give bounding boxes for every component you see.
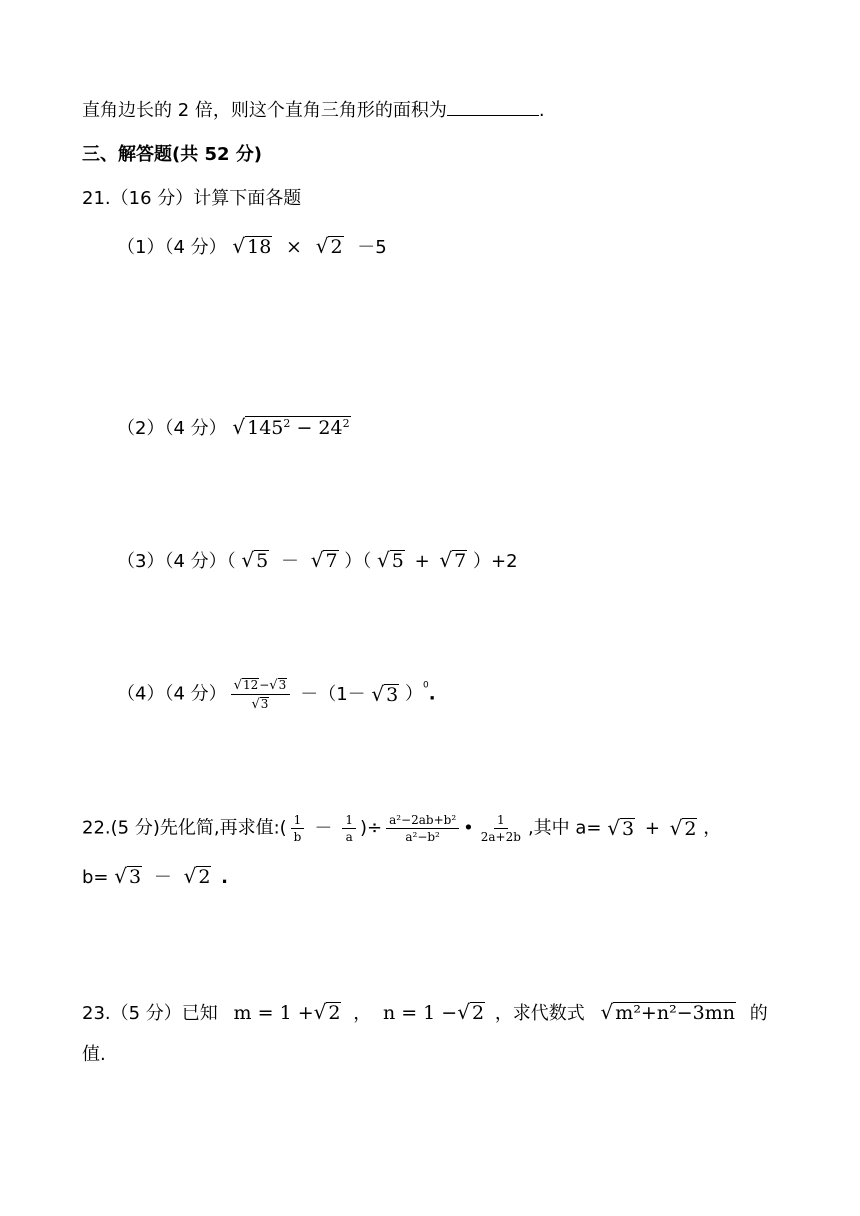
frac-1-a: $\frac{1}{a}$ (342, 814, 356, 843)
q23-line2: 值. (82, 1044, 106, 1065)
q21-part1 (117, 236, 387, 258)
sqrt-2: √ 2 (315, 234, 343, 258)
q22-line1: 22.(5 分)先化简,再求值:( $\frac{1}{b}$ － $\frac{1}{a}$ )÷ $\frac{\text{a²−2ab+b²}}{\text{a²−b²}}$ • $\frac{1}{2a+2b}$ ,其中 a= √ 3 + √ 2 ， (82, 813, 722, 844)
section-title: 三、解答题(共 52 分) (82, 144, 263, 165)
sqrt-5b: √ 5 (377, 548, 404, 572)
frac-1-2a2b: $\frac{1}{2a+2b}$ (480, 813, 521, 844)
top-line-end: . (538, 100, 545, 121)
sqrt-7b: √ 7 (439, 548, 467, 572)
sqrt-7: √ 7 (310, 548, 338, 572)
sqrt-5: √ 5 (241, 548, 269, 572)
q21-p3-label: （3）（4 分） (117, 551, 227, 572)
q23-line1: 23.（5 分）已知 m = 1 +√ 2 ， n = 1 −√ 2 ，求代数式 √ m²+n²−3mn 的 (82, 1000, 768, 1024)
m-sqrt-2: √ 2 (313, 1000, 341, 1024)
top-line-text: 直角边长的 2 倍，则这个直角三角形的面积为 (82, 100, 447, 121)
q22-line2: b= √ 3 － √ 2 . (82, 864, 228, 888)
a-sqrt-3: √ 3 (607, 815, 635, 840)
frac-main: $\frac{\text{a²−2ab+b²}}{\text{a²−b²}}$ (386, 814, 459, 843)
top-line (82, 101, 545, 120)
q21-part4: （4）（4 分） $\frac{√12-√3}{√3}$ －（1－ √ 3 ）$^0$. (117, 678, 436, 712)
q21-p1-label: （1）（4 分） (117, 237, 227, 258)
sqrt-18: √ 18 (232, 234, 272, 258)
q21-p2-label: （2）（4 分） (117, 418, 227, 439)
b-sqrt-2: √ 2 (183, 864, 211, 888)
q21-p4-label: （4）（4 分） (117, 683, 227, 705)
sqrt-3: √ 3 (371, 681, 399, 706)
q21-part3: （3）（4 分）（ √ 5 － √ 7 ）（ √ 5 + √ 7 ）+2 (117, 548, 518, 572)
expr-sqrt: √ m²+n²−3mn (600, 1000, 735, 1024)
frac-1-b: $\frac{1}{b}$ (291, 814, 305, 843)
answer-blank[interactable] (447, 101, 539, 116)
q21-p4-fraction: $\frac{√12-√3}{√3}$ (231, 678, 291, 711)
times-sign: × (286, 236, 302, 258)
b-sqrt-3: √ 3 (114, 864, 142, 888)
n-sqrt-2: √ 2 (457, 1000, 485, 1024)
q21-p1-tail: －5 (357, 237, 387, 258)
q21-title: 21.（16 分）计算下面各题 (82, 188, 302, 209)
q21-part2 (117, 416, 351, 439)
a-sqrt-2: √ 2 (669, 815, 697, 840)
sqrt-145-24: √ $145^2 - 24^2$ (232, 415, 350, 439)
